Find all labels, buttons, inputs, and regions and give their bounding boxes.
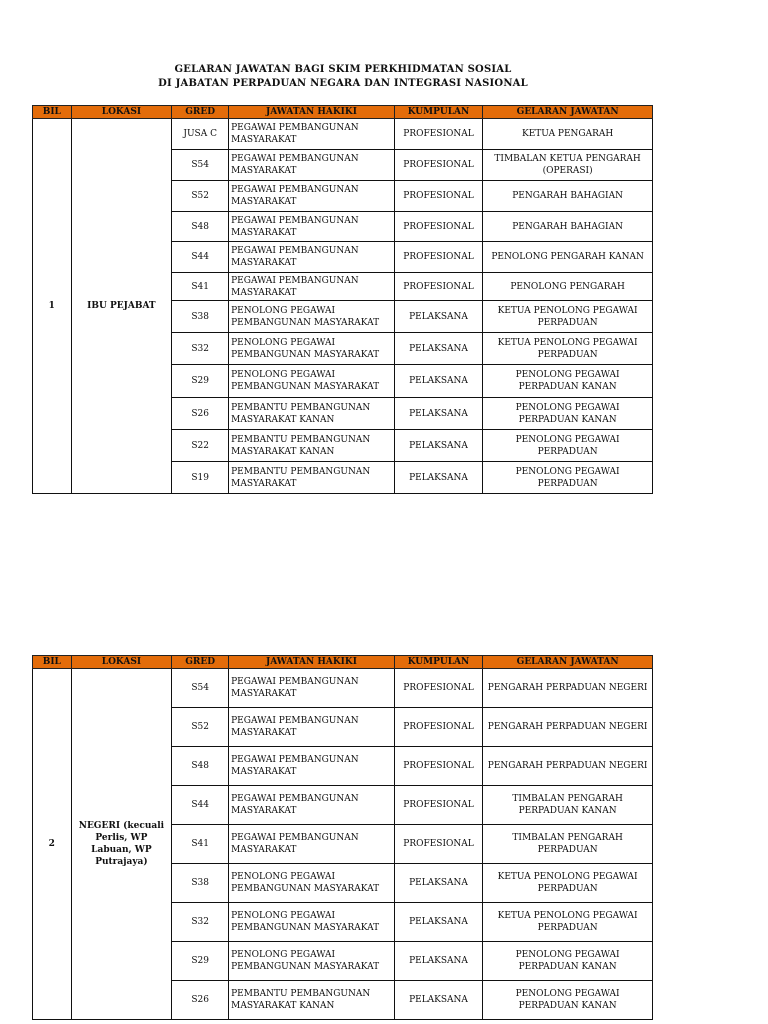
cell-jawatan-hakiki: PENOLONG PEGAWAI PEMBANGUNAN MASYARAKAT [229,864,395,903]
cell-kumpulan: PELAKSANA [394,301,482,333]
table-ibu-pejabat [32,105,653,494]
header-lokasi: LOKASI [71,106,172,119]
header-kumpulan: KUMPULAN [394,656,482,669]
cell-gred: S52 [172,708,229,747]
cell-jawatan-hakiki: PENOLONG PEGAWAI PEMBANGUNAN MASYARAKAT [229,365,395,398]
cell-gelaran-jawatan: TIMBALAN PENGARAH PERPADUAN KANAN [483,786,653,825]
cell-gred: S54 [172,669,229,708]
cell-gred: S32 [172,333,229,365]
cell-bil: 1 [33,119,72,494]
cell-kumpulan: PELAKSANA [394,864,482,903]
cell-gred: S22 [172,430,229,462]
cell-gred: S38 [172,301,229,333]
cell-gred: S38 [172,864,229,903]
cell-gelaran-jawatan: KETUA PENOLONG PEGAWAI PERPADUAN [483,333,653,365]
cell-gred: S44 [172,242,229,273]
cell-jawatan-hakiki: PEGAWAI PEMBANGUNAN MASYARAKAT [229,212,395,242]
cell-gred: S41 [172,273,229,301]
cell-gred: S26 [172,398,229,430]
cell-jawatan-hakiki: PEGAWAI PEMBANGUNAN MASYARAKAT [229,273,395,301]
header-gelaran-jawatan: GELARAN JAWATAN [483,106,653,119]
cell-jawatan-hakiki: PEGAWAI PEMBANGUNAN MASYARAKAT [229,150,395,181]
cell-gelaran-jawatan: PENOLONG PENGARAH [483,273,653,301]
cell-jawatan-hakiki: PENOLONG PEGAWAI PEMBANGUNAN MASYARAKAT [229,903,395,942]
cell-gelaran-jawatan: PENGARAH BAHAGIAN [483,212,653,242]
table-header-row [33,656,653,669]
cell-gelaran-jawatan: TIMBALAN KETUA PENGARAH (OPERASI) [483,150,653,181]
cell-jawatan-hakiki: PENOLONG PEGAWAI PEMBANGUNAN MASYARAKAT [229,942,395,981]
cell-kumpulan: PELAKSANA [394,398,482,430]
cell-gred: S41 [172,825,229,864]
cell-kumpulan: PELAKSANA [394,462,482,494]
cell-kumpulan: PROFESIONAL [394,181,482,212]
cell-gelaran-jawatan: PENOLONG PEGAWAI PERPADUAN KANAN [483,398,653,430]
cell-jawatan-hakiki: PENOLONG PEGAWAI PEMBANGUNAN MASYARAKAT [229,301,395,333]
cell-kumpulan: PELAKSANA [394,981,482,1020]
cell-jawatan-hakiki: PEGAWAI PEMBANGUNAN MASYARAKAT [229,669,395,708]
cell-jawatan-hakiki: PEGAWAI PEMBANGUNAN MASYARAKAT [229,119,395,150]
header-gelaran-jawatan: GELARAN JAWATAN [483,656,653,669]
cell-kumpulan: PROFESIONAL [394,825,482,864]
cell-gelaran-jawatan: PENGARAH PERPADUAN NEGERI [483,747,653,786]
cell-lokasi: NEGERI (kecuali Perlis, WP Labuan, WP Putrajaya) [71,669,172,1020]
cell-gelaran-jawatan: PENOLONG PEGAWAI PERPADUAN [483,462,653,494]
cell-gred: S44 [172,786,229,825]
cell-jawatan-hakiki: PEMBANTU PEMBANGUNAN MASYARAKAT KANAN [229,430,395,462]
header-jawatan-hakiki: JAWATAN HAKIKI [229,656,395,669]
cell-gred: S29 [172,365,229,398]
cell-kumpulan: PELAKSANA [394,942,482,981]
cell-jawatan-hakiki: PEGAWAI PEMBANGUNAN MASYARAKAT [229,747,395,786]
header-jawatan-hakiki: JAWATAN HAKIKI [229,106,395,119]
cell-gelaran-jawatan: PENGARAH PERPADUAN NEGERI [483,669,653,708]
cell-jawatan-hakiki: PEGAWAI PEMBANGUNAN MASYARAKAT [229,825,395,864]
cell-gelaran-jawatan: PENOLONG PEGAWAI PERPADUAN [483,430,653,462]
cell-kumpulan: PELAKSANA [394,430,482,462]
cell-gelaran-jawatan: KETUA PENGARAH [483,119,653,150]
cell-jawatan-hakiki: PEGAWAI PEMBANGUNAN MASYARAKAT [229,242,395,273]
header-bil: BIL [33,656,72,669]
cell-jawatan-hakiki: PEGAWAI PEMBANGUNAN MASYARAKAT [229,708,395,747]
cell-kumpulan: PELAKSANA [394,365,482,398]
header-lokasi: LOKASI [71,656,172,669]
cell-jawatan-hakiki: PEMBANTU PEMBANGUNAN MASYARAKAT KANAN [229,981,395,1020]
cell-gred: S29 [172,942,229,981]
cell-gelaran-jawatan: PENOLONG PENGARAH KANAN [483,242,653,273]
cell-gred: S52 [172,181,229,212]
cell-gelaran-jawatan: PENOLONG PEGAWAI PERPADUAN KANAN [483,365,653,398]
cell-gelaran-jawatan: TIMBALAN PENGARAH PERPADUAN [483,825,653,864]
cell-kumpulan: PROFESIONAL [394,669,482,708]
cell-gred: S54 [172,150,229,181]
cell-gred: S32 [172,903,229,942]
cell-gred: JUSA C [172,119,229,150]
cell-gelaran-jawatan: KETUA PENOLONG PEGAWAI PERPADUAN [483,903,653,942]
cell-gelaran-jawatan: PENOLONG PEGAWAI PERPADUAN KANAN [483,942,653,981]
header-kumpulan: KUMPULAN [394,106,482,119]
table-row [33,119,653,150]
cell-jawatan-hakiki: PEMBANTU PEMBANGUNAN MASYARAKAT [229,462,395,494]
cell-kumpulan: PROFESIONAL [394,150,482,181]
cell-kumpulan: PROFESIONAL [394,242,482,273]
cell-gelaran-jawatan: PENOLONG PEGAWAI PERPADUAN KANAN [483,981,653,1020]
cell-gelaran-jawatan: KETUA PENOLONG PEGAWAI PERPADUAN [483,864,653,903]
cell-gelaran-jawatan: KETUA PENOLONG PEGAWAI PERPADUAN [483,301,653,333]
cell-jawatan-hakiki: PEGAWAI PEMBANGUNAN MASYARAKAT [229,786,395,825]
cell-kumpulan: PELAKSANA [394,333,482,365]
cell-jawatan-hakiki: PENOLONG PEGAWAI PEMBANGUNAN MASYARAKAT [229,333,395,365]
cell-gelaran-jawatan: PENGARAH PERPADUAN NEGERI [483,708,653,747]
cell-jawatan-hakiki: PEMBANTU PEMBANGUNAN MASYARAKAT KANAN [229,398,395,430]
header-gred: GRED [172,656,229,669]
document-title-line-1: GELARAN JAWATAN BAGI SKIM PERKHIDMATAN SOSIAL [174,64,512,75]
cell-gred: S26 [172,981,229,1020]
cell-kumpulan: PELAKSANA [394,903,482,942]
cell-kumpulan: PROFESIONAL [394,708,482,747]
cell-kumpulan: PROFESIONAL [394,747,482,786]
cell-jawatan-hakiki: PEGAWAI PEMBANGUNAN MASYARAKAT [229,181,395,212]
header-gred: GRED [172,106,229,119]
cell-gred: S48 [172,747,229,786]
cell-bil: 2 [33,669,72,1020]
table-row [33,669,653,708]
cell-gred: S19 [172,462,229,494]
table-header-row [33,106,653,119]
cell-gelaran-jawatan: PENGARAH BAHAGIAN [483,181,653,212]
table-negeri [32,655,653,1020]
cell-lokasi: IBU PEJABAT [71,119,172,494]
cell-gred: S48 [172,212,229,242]
header-bil: BIL [33,106,72,119]
document-title-line-2: DI JABATAN PERPADUAN NEGARA DAN INTEGRASI NASIONAL [158,78,528,89]
cell-kumpulan: PROFESIONAL [394,119,482,150]
cell-kumpulan: PROFESIONAL [394,273,482,301]
cell-kumpulan: PROFESIONAL [394,786,482,825]
cell-kumpulan: PROFESIONAL [394,212,482,242]
